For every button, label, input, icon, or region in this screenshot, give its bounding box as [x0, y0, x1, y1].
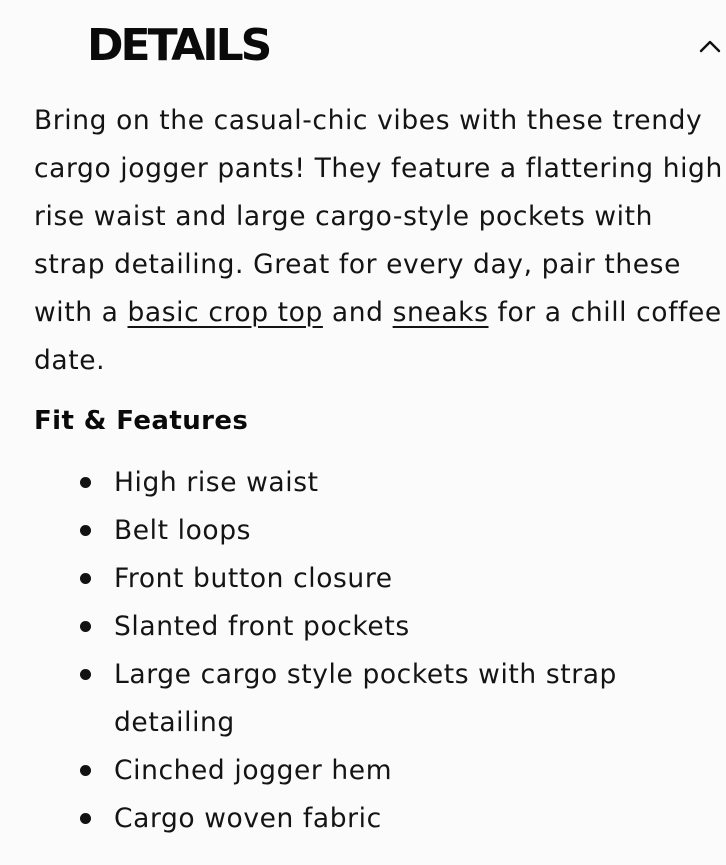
bullet-icon [80, 669, 91, 680]
description-text-3: for a chill coffee date. [34, 297, 722, 376]
description-text-2: and [322, 297, 393, 328]
bullet-icon [80, 477, 91, 488]
fit-features-list [34, 459, 724, 843]
feature-item [34, 555, 724, 603]
details-header[interactable] [0, 0, 726, 92]
feature-label: High rise waist [114, 467, 319, 498]
description-text-1: Bring on the casual-chic vibes with these trendy cargo jogger pants! They feature a flattering high rise waist and large cargo-style pockets with strap detailing. Great for every day, pair these with a [34, 105, 723, 328]
feature-label: Cinched jogger hem [114, 755, 393, 786]
bullet-icon [80, 813, 91, 824]
feature-label: Large cargo style pockets with strap detailing [114, 659, 617, 738]
sneaks-link[interactable]: sneaks [392, 297, 489, 328]
feature-label: Front button closure [114, 563, 393, 594]
fit-features-heading: Fit & Features [34, 406, 249, 436]
bullet-icon [80, 765, 91, 776]
feature-label: Cargo woven fabric [114, 803, 382, 834]
chevron-up-icon [694, 30, 726, 62]
feature-item [34, 795, 724, 843]
bullet-icon [80, 621, 91, 632]
feature-item [34, 747, 724, 795]
section-title: DETAILS [87, 20, 270, 71]
feature-label: Slanted front pockets [114, 611, 410, 642]
basic-crop-top-link[interactable]: basic crop top [127, 297, 323, 328]
details-content [34, 97, 724, 843]
feature-item [34, 651, 724, 747]
bullet-icon [80, 573, 91, 584]
feature-item [34, 507, 724, 555]
feature-item [34, 459, 724, 507]
product-description [34, 97, 724, 385]
bullet-icon [80, 525, 91, 536]
feature-item [34, 603, 724, 651]
feature-label: Belt loops [114, 515, 252, 546]
collapse-toggle-button[interactable] [694, 30, 726, 62]
